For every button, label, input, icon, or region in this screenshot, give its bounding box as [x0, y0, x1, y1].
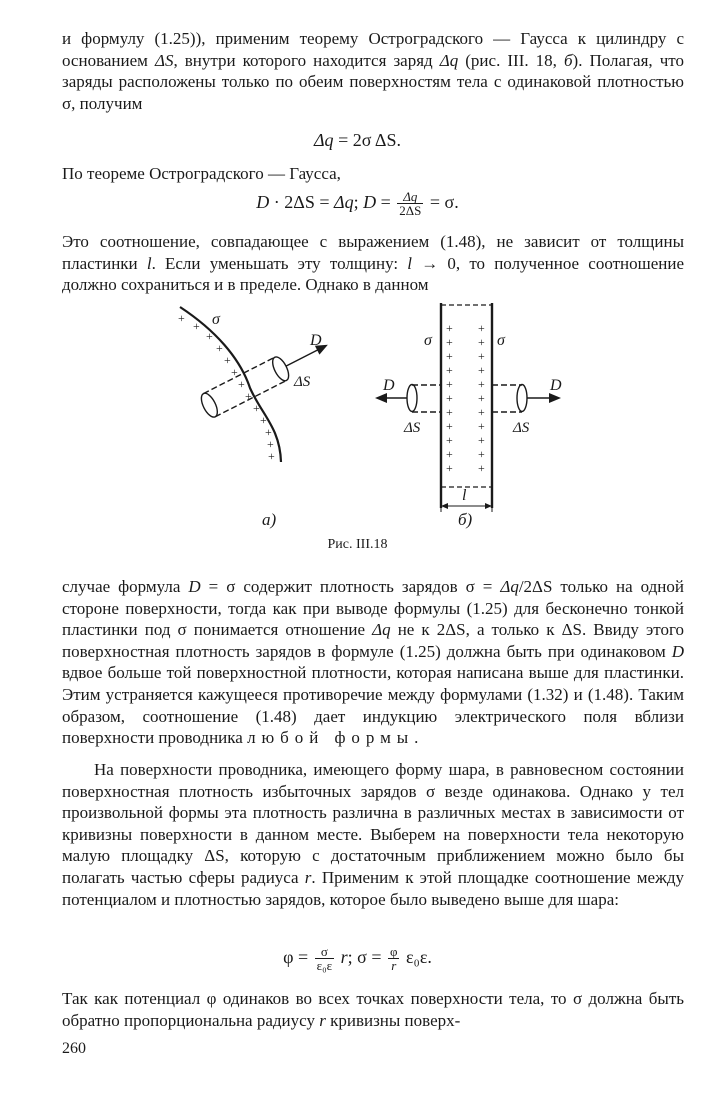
fraction: $\frac{\varphi}{r}$ — [389, 944, 398, 974]
label-b: б) — [458, 510, 473, 529]
svg-text:+: + — [478, 377, 485, 391]
paragraph-3: Это соотношение, совпадающее с выражением (1.48), не зависит от толщины пластинки l. Если уменьшать эту толщину: l → 0, то полученное соотношение должно сохраниться и в пределе. Однако в данном — [62, 232, 684, 295]
fraction: $\frac{\Delta q}{2\Delta S}$ — [399, 189, 422, 219]
svg-text:+: + — [267, 437, 274, 451]
svg-text:+: + — [260, 413, 267, 427]
svg-text:+: + — [446, 321, 453, 335]
svg-text:+: + — [231, 365, 238, 379]
svg-text:+: + — [178, 311, 185, 325]
svg-text:+: + — [446, 419, 453, 433]
paragraph-2: По теореме Остроградского — Гаусса, — [62, 164, 341, 183]
svg-text:+: + — [446, 349, 453, 363]
svg-text:+: + — [446, 447, 453, 461]
delta-s-label-a: ΔS — [294, 374, 311, 390]
surface-charges-b — [446, 321, 485, 475]
sigma-label-b-left: σ — [424, 332, 432, 349]
svg-text:+: + — [478, 447, 485, 461]
svg-text:+: + — [446, 335, 453, 349]
delta-s-label-b-right: ΔS — [513, 420, 530, 436]
paragraph-5: На поверхности проводника, имеющего форму шара, в равновесном состоянии поверхностная плотность избыточных зарядов σ везде одинакова. Однако у тел произвольной формы эта плотность различна в различных местах в зависимости от кривизны поверхности в данном месте. Выберем на поверхности тела некоторую малую площадку ΔS, которую с достаточным приближением можно было бы полагать частью сферы радиуса r. Применим к этой площадке соотношение между потенциалом и плотностью зарядов, которое было выведено выше для шара: — [62, 760, 684, 909]
svg-text:+: + — [478, 321, 485, 335]
svg-text:+: + — [478, 391, 485, 405]
svg-text:+: + — [446, 363, 453, 377]
svg-text:+: + — [446, 433, 453, 447]
fraction: $\frac{\sigma}{\text{ε₀ε}}$ — [316, 944, 333, 974]
d-label-b-right: D — [550, 377, 562, 394]
delta-s-label-b-left: ΔS — [404, 420, 421, 436]
paragraph-4: случае формула D = σ содержит плотность зарядов σ = Δq/2ΔS только на одной стороне поверхности, тогда как при выводе формулы (1.25) для бесконечно тонкой пластинки под σ понимается отношение Δq не к 2ΔS, а только к ΔS. Ввиду этого поверхностная плотность зарядов в формуле (1.25) должна быть при одинаковом D вдвое больше той поверхностной плотности, которая написана выше для пластинки. Этим устраняется кажущееся противоречие между формулами (1.32) и (1.48). Таким образом, соотношение (1.48) дает индукцию электрического поля вблизи поверхности проводника любой формы. — [62, 577, 685, 748]
svg-text:+: + — [478, 433, 485, 447]
svg-text:+: + — [446, 405, 453, 419]
surface-charges-a — [178, 311, 275, 463]
svg-text:+: + — [238, 377, 245, 391]
equation-potential: φ = $\frac{\sigma}{\text{ε₀ε}}$ r; σ = $\frac{\varphi}{r}$ ε₀ε. — [283, 944, 432, 974]
paragraph-1: и формулу (1.25)), применим теорему Остроградского — Гаусса к цилиндру с основанием ΔS, внутри которого находится заряд Δq (рис. III. 18, б). Полагая, что заряды расположены только по обеим поверхностям тела с одинаковой плотностью σ, получим — [62, 29, 684, 113]
sigma-label-a: σ — [212, 311, 220, 328]
thickness-label: l — [462, 487, 467, 504]
svg-text:+: + — [216, 341, 223, 355]
d-label-a: D — [310, 332, 322, 349]
svg-text:+: + — [268, 449, 275, 463]
figure-caption: Рис. III.18 — [327, 537, 388, 552]
svg-text:+: + — [245, 389, 252, 403]
svg-text:+: + — [446, 377, 453, 391]
svg-text:+: + — [478, 349, 485, 363]
d-label-b-left: D — [383, 377, 395, 394]
label-a: а) — [262, 510, 277, 529]
gauss-cylinder-b — [375, 385, 561, 413]
svg-text:+: + — [265, 425, 272, 439]
svg-text:+: + — [478, 335, 485, 349]
svg-text:+: + — [206, 329, 213, 343]
svg-text:+: + — [478, 363, 485, 377]
svg-text:+: + — [446, 461, 453, 475]
svg-text:+: + — [193, 319, 200, 333]
equation-charge: Δq = 2σ ΔS. — [313, 130, 402, 150]
svg-text:+: + — [224, 353, 231, 367]
sigma-label-b-right: σ — [497, 332, 505, 349]
svg-text:+: + — [478, 419, 485, 433]
svg-text:+: + — [478, 405, 485, 419]
equation-induction: D · 2ΔS = Δq; D = $\frac{\Delta q}{2\Delta S}$ = σ. — [256, 189, 459, 219]
paragraph-6: Так как потенциал φ одинаков во всех точках поверхности тела, то σ должна быть обратно пропорциональна радиусу r кривизны поверх- — [62, 989, 684, 1030]
page-number: 260 — [62, 1040, 86, 1057]
svg-text:+: + — [478, 461, 485, 475]
svg-text:+: + — [253, 401, 260, 415]
svg-text:+: + — [446, 391, 453, 405]
